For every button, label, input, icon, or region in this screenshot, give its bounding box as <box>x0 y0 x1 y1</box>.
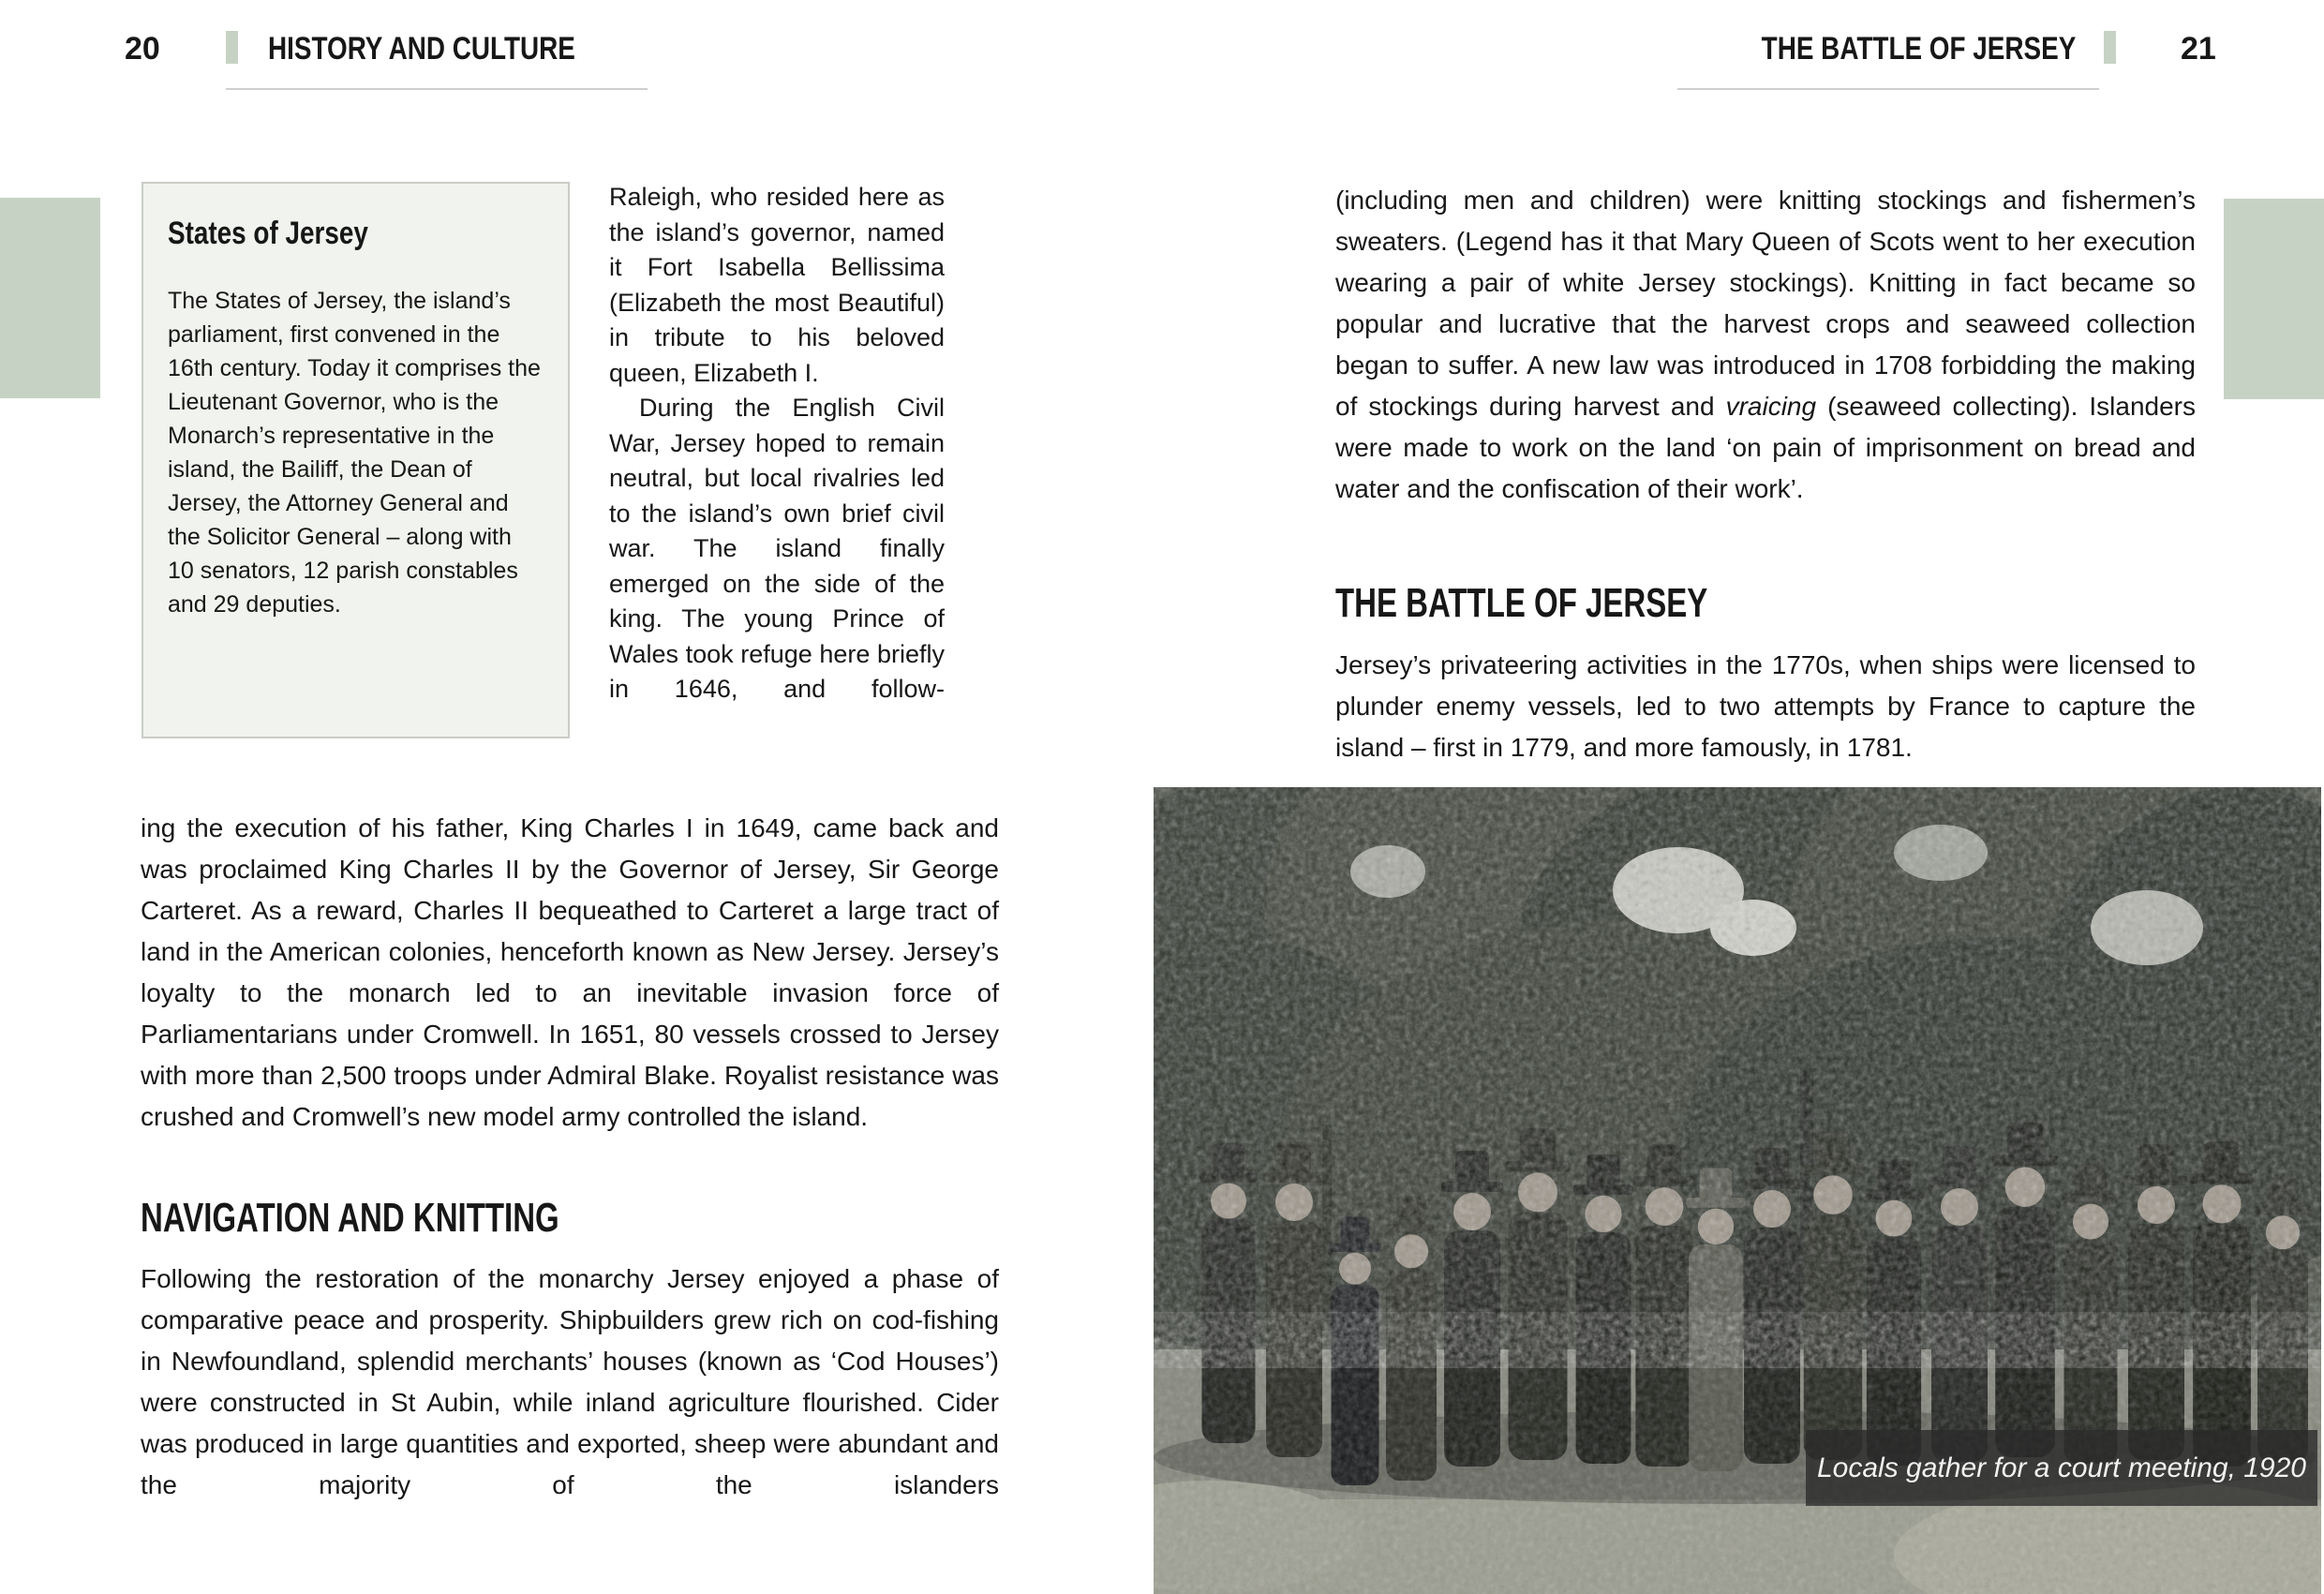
right-page-number: 21 <box>2181 31 2216 67</box>
vraicing-italic-term: vraicing <box>1725 392 1817 421</box>
info-box-body: The States of Jersey, the island’s parliament, first convened in the 16th century. Today it comprises the Lieutenant Governor, who is the Monarch’s representative in the island, the Bailiff, the Dean of Jersey, the Attorney General and the Solicitor General – along with 10 senators, 12 parish constables and 29 deputies. <box>168 288 541 618</box>
right-running-header-text: THE BATTLE OF JERSEY <box>1761 31 2076 67</box>
battle-of-jersey-paragraph: Jersey’s privateering activities in the 1770s, when ships were licensed to plunder enemy vessels, led to two attempts by France to capture the island – first in 1779, and more famously, in 1781. <box>1335 650 2196 762</box>
navigation-knitting-paragraph: Following the restoration of the monarchy Jersey enjoyed a phase of comparative peace and prosperity. Shipbuilders grew rich on cod-fishing in Newfoundland, splendid merchants’ houses (known as ‘Cod Houses’) were constructed in St Aubin, while inland agriculture flourished. Cider was produced in large quantities and exported, sheep were abundant and the majority of the islanders <box>141 1264 999 1499</box>
info-box-title-text: States of Jersey <box>168 216 368 251</box>
battle-of-jersey-heading-text: THE BATTLE OF JERSEY <box>1335 580 1708 626</box>
historic-photo-court-meeting <box>1154 787 2321 1594</box>
right-header-rule <box>1677 88 2099 90</box>
navigation-knitting-heading <box>141 1195 699 1241</box>
right-paragraph-1 <box>1335 180 2196 510</box>
states-of-jersey-info-box <box>142 182 570 738</box>
left-running-header-text: HISTORY AND CULTURE <box>268 31 575 67</box>
navigation-knitting-heading-text: NAVIGATION AND KNITTING <box>141 1195 559 1241</box>
column-paragraph-1: Raleigh, who resided here as the island’s governor, named it Fort Isabella Bellissima (Elizabeth the most Beautiful) in tribute to his beloved queen, Elizabeth I. <box>609 183 945 387</box>
battle-of-jersey-heading <box>1335 580 1832 626</box>
left-full-width-paragraph: ing the execution of his father, King Charles I in 1649, came back and was proclaimed King Charles II by the Governor of Jersey, Sir George Carteret. As a reward, Charles II bequeathed to Carteret a large tract of land in the American colonies, henceforth known as New Jersey. Jersey’s loyalty to the monarch led to an inevitable invasion force of Parliamentarians under Cromwell. In 1651, 80 vessels crossed to Jersey with more than 2,500 troops under Admiral Blake. Royalist resistance was crushed and Cromwell’s new model army controlled the island. <box>141 813 999 1131</box>
photo-caption: Locals gather for a court meeting, 1920 <box>1806 1430 2317 1506</box>
right-header-accent-bar <box>2104 31 2116 64</box>
left-page-number: 20 <box>125 31 160 67</box>
right-running-header <box>1692 31 2076 67</box>
info-box-title <box>168 216 544 252</box>
column-paragraph-2: During the English Civil War, Jersey hoped to remain neutral, but local rivalries led to the island’s own brief civil war. The island finally emerged on the side of the king. The young Prince of Wales took refuge here briefly in 1646, and follow- <box>609 394 945 703</box>
left-header-accent-bar <box>226 31 238 64</box>
left-column-text <box>609 180 945 708</box>
right-paragraph-1-lead: (including men and children) were knitting stockings and fishermen’s sweaters. (Legend has it that Mary Queen of Scots went to her execution wearing a pair of white Jersey stockings). Knitting in fact became so popular and lucrative that the harvest crops and seaweed collection began to suffer. A new law was introduced in 1708 forbidding the making of stockings during harvest and <box>1335 186 2196 421</box>
left-header-rule <box>226 88 648 90</box>
left-edge-section-tab <box>0 198 100 398</box>
left-running-header <box>268 31 643 67</box>
right-edge-section-tab <box>2224 199 2324 399</box>
right-paragraph-1-tail: (seaweed collecting). Islanders were made to work on the land ‘on pain of imprisonment on bread and water and the confiscation of their work’. <box>1335 392 2196 503</box>
